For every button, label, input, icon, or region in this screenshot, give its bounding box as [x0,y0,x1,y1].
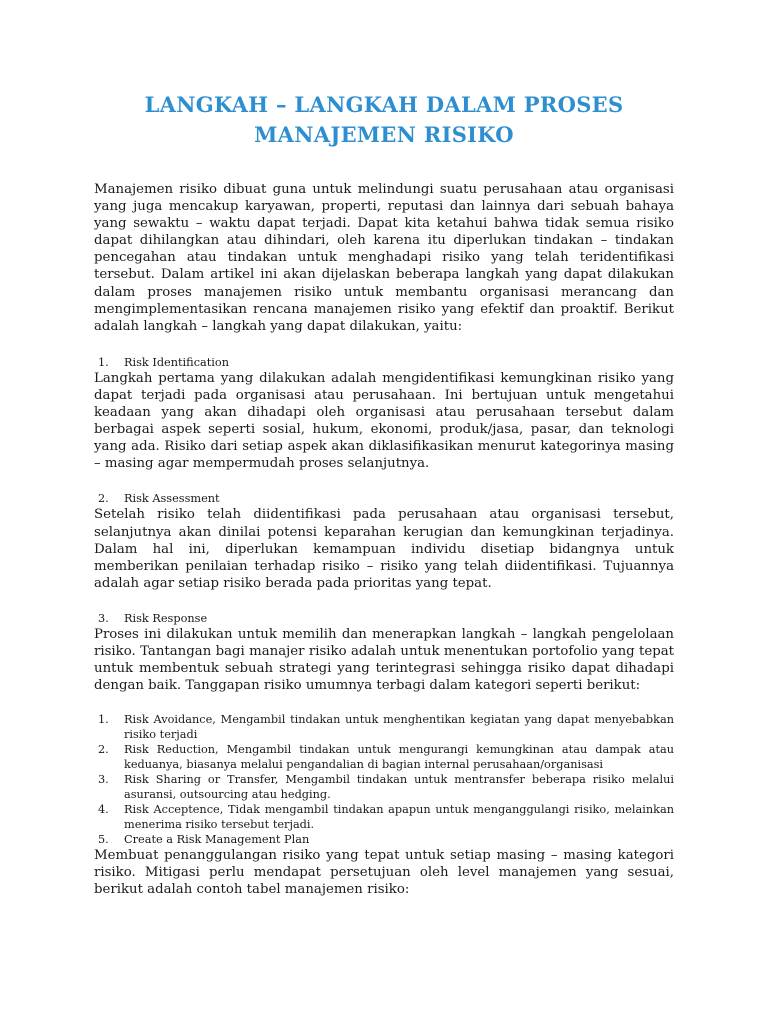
closing-paragraph: Membuat penanggulangan risiko yang tepat untuk setiap masing – masing kategori risiko. Mitigasi perlu mendapat persetujuan oleh level manajemen yang sesuai, berikut adalah contoh tabel manajemen risiko: [94,848,674,898]
risk-response-list [94,712,674,847]
section-paragraph-risk-identification: Langkah pertama yang dilakukan adalah mengidentifikasi kemungkinan risiko yang dapat terjadi pada organisasi atau perusahaan. Ini bertujuan untuk mengetahui keadaan yang akan dihadapi oleh organisasi atau perusahaan tersebut dalam berbagai aspek seperti sosial, hukum, ekonomi, produk/jasa, pasar, dan teknologi yang ada. Risiko dari setiap aspek akan diklasifikasikan menurut kategorinya masing – masing agar mempermudah proses selanjutnya. [94,370,674,472]
list-item-number: 2. [98,743,109,757]
list-item-number: 1. [98,713,109,727]
list-item-text: Risk Sharing or Transfer, Mengambil tindakan untuk mentransfer beberapa risiko melalui asuransi, outsourcing atau hedging. [124,773,674,802]
section-title: Risk Assessment [124,492,220,506]
section-number: 3. [98,611,109,625]
list-item-number: 3. [98,773,109,787]
section-paragraph-risk-assessment: Setelah risiko telah diidentifikasi pada perusahaan atau organisasi tersebut, selanjutnya akan dinilai potensi keparahan kerugian dan kemungkinan terjadinya. Dalam hal ini, diperlukan kemampuan individu disetiap bidangnya untuk memberikan penilaian terhadap risiko – risiko yang telah diidentifikasi. Tujuannya adalah agar setiap risiko berada pada prioritas yang tepat. [94,507,674,591]
intro-paragraph: Manajemen risiko dibuat guna untuk melindungi suatu perusahaan atau organisasi yang juga mencakup karyawan, properti, reputasi dan lainnya dari sebuah bahaya yang sewaktu – waktu dapat terjadi. Dapat kita ketahui bahwa tidak semua risiko dapat dihilangkan atau dihindari, oleh karena itu diperlukan tindakan – tindakan pencegahan atau tindakan untuk menghadapi risiko yang telah teridentifikasi tersebut. Dalam artikel ini akan dijelaskan beberapa langkah yang dapat dilakukan dalam proses manajemen risiko untuk membantu organisasi merancang dan mengimplementasikan rencana manajemen risiko yang efektif dan proaktif. Berikut adalah langkah – langkah yang dapat dilakukan, yaitu: [94,182,674,334]
section-heading-risk-response [94,611,674,626]
section-title: Risk Identification [124,355,229,369]
list-item-text: Create a Risk Management Plan [124,833,310,847]
section-number: 2. [98,492,109,506]
list-item [94,742,674,772]
section-heading-risk-identification [94,355,674,370]
list-item [94,832,674,847]
list-item-text: Risk Acceptence, Tidak mengambil tindakan apapun untuk menganggulangi risiko, melainkan menerima risiko tersebut terjadi. [124,803,674,832]
list-item-text: Risk Avoidance, Mengambil tindakan untuk menghentikan kegiatan yang dapat menyebabkan risiko terjadi [124,713,674,742]
list-item [94,802,674,832]
section-paragraph-risk-response: Proses ini dilakukan untuk memilih dan menerapkan langkah – langkah pengelolaan risiko. Tantangan bagi manajer risiko adalah untuk menentukan portofolio yang tepat untuk membentuk sebuah strategi yang terintegrasi sehingga risiko dapat dihadapi dengan baik. Tanggapan risiko umumnya terbagi dalam kategori seperti berikut: [94,626,674,694]
title-line-2: MANAJEMEN RISIKO [254,122,514,147]
list-item-number: 5. [98,833,109,847]
section-heading-risk-assessment [94,491,674,506]
page-title [94,90,674,150]
document-body [94,181,674,899]
section-title: Risk Response [124,611,208,625]
list-item-number: 4. [98,803,109,817]
section-number: 1. [98,355,109,369]
title-line-1: LANGKAH – LANGKAH DALAM PROSES [144,92,624,117]
list-item [94,772,674,802]
list-item [94,712,674,742]
list-item-text: Risk Reduction, Mengambil tindakan untuk mengurangi kemungkinan atau dampak atau keduanya, biasanya melalui pengandalian di bagian internal perusahaan/organisasi [124,743,674,772]
